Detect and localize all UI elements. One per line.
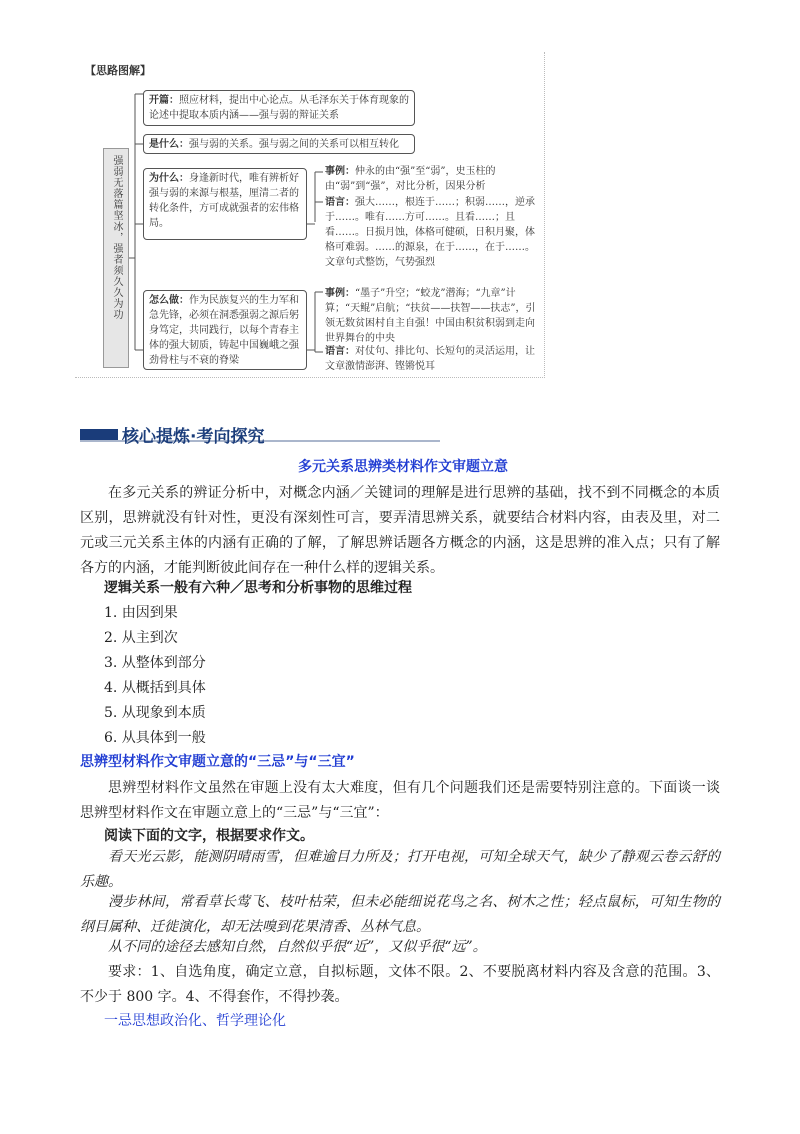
logic-item-4: 4. 从概括到具体 [104,680,206,696]
why-example-head: 事例： [325,166,355,177]
node-why-example [325,164,537,194]
why-language-text: 强大……，根连于……；积弱……，逆承于……。唯有……方可……。且看……；且看……。日损月蚀，体格可健硕，日积月聚，体格可难弱。……的源泉，在于……，在于……。文章句式整饬，气势强烈 [325,197,535,268]
section2-title: 思辨型材料作文审题立意的“三忌”与“三宜” [80,754,355,770]
mind-map-figure [75,52,545,378]
how-language-head: 语言： [325,346,355,357]
node-how-language [325,344,537,374]
writing-task: 阅读下面的文字，根据要求作文。 [104,828,314,844]
logic-item-1: 1. 由因到果 [104,605,178,621]
figure-label: 【思路图解】 [85,64,151,77]
section2-paragraph: 思辨型材料作文虽然在审题上没有太大难度，但有几个问题我们还是需要特别注意的。下面谈一谈思辨型材料作文在审题立意上的“三忌”与“三宜”： [80,780,720,821]
logic-item-3: 3. 从整体到部分 [104,655,206,671]
node-open [143,90,415,126]
node-what [143,134,415,154]
node-how-text: 作为民族复兴的生力军和急先锋，必须在洞悉强弱之源后躬身笃定，共同践行，以每个青春主体的强大韧质，铸起中国巍峨之强劲骨柱与不衰的脊梁 [149,295,299,366]
how-example-head: 事例： [325,288,355,299]
node-why [143,168,307,240]
material-paragraph-2: 漫步林间，常看草长莺飞、枝叶枯荣，但未必能细说花鸟之名、树木之性；轻点鼠标，可知生物的纲目属种、迁徙演化，却无法嗅到花果清香、丛林气息。 [80,894,720,935]
node-what-text: 强与弱的关系。强与弱之间的关系可以相互转化 [189,139,399,150]
how-language-text: 对仗句、排比句、长短句的灵活运用，让文章激情澎湃、铿锵悦耳 [325,346,535,372]
logic-item-2: 2. 从主到次 [104,630,178,646]
node-how [143,290,307,370]
node-open-head: 开篇： [149,95,179,106]
how-example-text: “墨子”升空；“蛟龙”潜海；“九章”计算；“天鲲”启航；“扶贫——扶智——扶志”，引领无数贫困村自主自强！中国由积贫积弱到走向世界舞台的中央 [325,288,536,344]
why-language-head: 语言： [325,197,355,208]
node-why-text: 身逢新时代，唯有辨析好强与弱的来源与根基，厘清二者的转化条件，方可成就强者的宏伟格局。 [149,173,299,229]
section-banner [80,421,440,445]
node-why-head: 为什么： [149,173,189,184]
material-paragraph-3: 从不同的途径去感知自然，自然似乎很“近”，又似乎很“远”。 [108,939,487,955]
material-paragraph-1: 看天光云影，能测阴晴雨雪，但难逾目力所及；打开电视，可知全球天气，缺少了静观云卷云舒的乐趣。 [80,849,720,890]
node-why-language [325,195,537,271]
section1-subtitle: 逻辑关系一般有六种／思考和分析事物的思维过程 [104,580,412,596]
why-example-text: 仲永的由“强”至“弱”，史玉柱的由“弱”到“强”，对比分析，因果分析 [325,166,496,192]
logic-item-5: 5. 从现象到本质 [104,705,206,721]
banner-title: 核心提炼·考向探究 [122,427,265,447]
logic-item-6: 6. 从具体到一般 [104,730,206,746]
section1-title: 多元关系思辨类材料作文审题立意 [298,459,508,475]
node-open-text: 照应材料，提出中心论点。从毛泽东关于体育现象的论述中提取本质内涵——强与弱的辩证关系 [149,95,409,121]
vertical-title: 强弱无落篇坚冰，强者须久久为功 [103,148,129,368]
point-one-heading: 一忌思想政治化、哲学理论化 [104,1013,286,1029]
node-how-head: 怎么做： [149,295,189,306]
node-how-example [325,286,537,348]
node-what-head: 是什么： [149,139,189,150]
requirement-paragraph: 要求：1、自选角度，确定立意，自拟标题，文体不限。2、不要脱离材料内容及含意的范围。3、不少于 800 字。4、不得套作，不得抄袭。 [80,964,720,1005]
section1-paragraph: 在多元关系的辨证分析中，对概念内涵／关键词的理解是进行思辨的基础，找不到不同概念的本质区别，思辨就没有针对性，更没有深刻性可言，要弄清思辨关系，就要结合材料内容，由表及里，对二元或三元关系主体的内涵有正确的了解，了解思辨话题各方概念的内涵，这是思辨的准入点；只有了解各方的内涵，才能判断彼此间存在一种什么样的逻辑关系。 [80,485,720,576]
